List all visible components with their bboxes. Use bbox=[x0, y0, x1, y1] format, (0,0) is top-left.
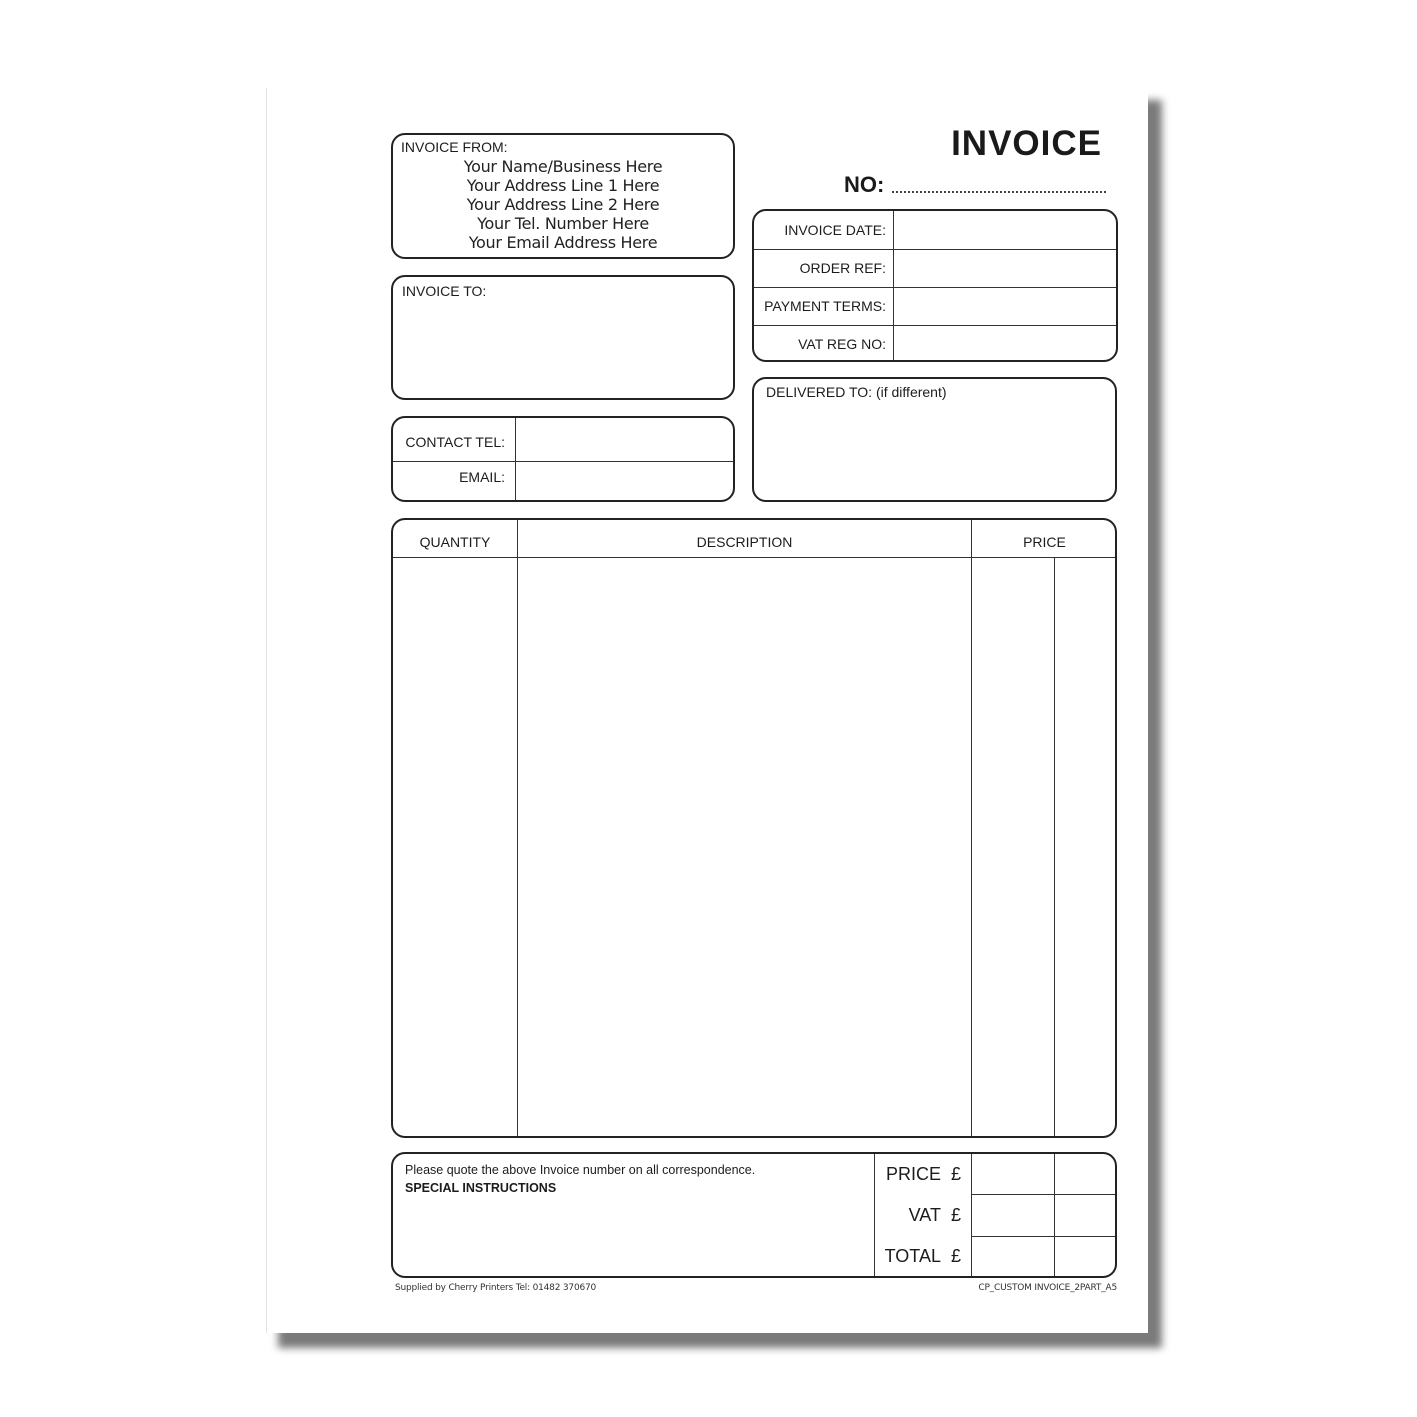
description-divider bbox=[971, 520, 972, 1136]
address-line-1: Your Address Line 1 Here bbox=[466, 176, 660, 195]
price-total-text: PRICE bbox=[885, 1164, 941, 1184]
price-pence-field[interactable] bbox=[1056, 1154, 1115, 1194]
vat-pence-field[interactable] bbox=[1056, 1196, 1115, 1236]
notes-totals-box bbox=[391, 1152, 1117, 1278]
totals-labels bbox=[875, 1154, 961, 1276]
quote-notice: Please quote the above Invoice number on all correspondence. bbox=[405, 1163, 756, 1177]
form-code: CP_CUSTOM INVOICE_2PART_A5 bbox=[978, 1283, 1117, 1293]
vat-pounds-field[interactable] bbox=[973, 1196, 1054, 1236]
address-line-2: Your Address Line 2 Here bbox=[466, 195, 660, 214]
header-divider bbox=[393, 557, 1115, 558]
quantity-column-area[interactable] bbox=[393, 559, 517, 1136]
order-ref-label: ORDER REF: bbox=[799, 260, 886, 276]
invoice-to-label: INVOICE TO: bbox=[402, 283, 487, 299]
total-pounds-field[interactable] bbox=[973, 1238, 1054, 1276]
contact-divider bbox=[515, 418, 516, 500]
vat-reg-no-label: VAT REG NO: bbox=[798, 336, 886, 352]
contact-tel-field[interactable] bbox=[517, 418, 733, 461]
invoice-details-box bbox=[752, 209, 1118, 362]
column-header-description: DESCRIPTION bbox=[696, 534, 793, 550]
contact-row-divider bbox=[393, 461, 733, 462]
totals-pounds-divider bbox=[971, 1154, 972, 1276]
delivered-to-label: DELIVERED TO: (if different) bbox=[766, 384, 947, 400]
totals-pence-divider bbox=[1054, 1154, 1055, 1276]
email-address: Your Email Address Here bbox=[468, 233, 658, 252]
tel-number: Your Tel. Number Here bbox=[477, 214, 649, 233]
business-name: Your Name/Business Here bbox=[463, 157, 663, 176]
email-label: EMAIL: bbox=[459, 469, 505, 485]
totals-row-divider bbox=[971, 1236, 1115, 1237]
price-pounds-field[interactable] bbox=[973, 1154, 1054, 1194]
column-header-price: PRICE bbox=[1023, 534, 1066, 550]
price-pounds-column-area[interactable] bbox=[973, 559, 1054, 1136]
payment-terms-field[interactable] bbox=[895, 288, 1116, 325]
email-field[interactable] bbox=[517, 463, 733, 500]
delivered-to-box[interactable] bbox=[752, 377, 1117, 502]
pound-sign-icon: £ bbox=[950, 1246, 961, 1266]
order-ref-field[interactable] bbox=[895, 250, 1116, 287]
invoice-from-box bbox=[391, 133, 735, 259]
invoice-to-box[interactable] bbox=[391, 275, 735, 400]
quantity-divider bbox=[517, 520, 518, 1136]
supplier-credit: Supplied by Cherry Printers Tel: 01482 370670 bbox=[395, 1283, 597, 1293]
invoice-date-label: INVOICE DATE: bbox=[784, 222, 886, 238]
payment-terms-label: PAYMENT TERMS: bbox=[764, 298, 886, 314]
vat-total-text: VAT bbox=[908, 1205, 941, 1225]
invoice-number-field[interactable] bbox=[892, 191, 1106, 193]
special-instructions-label: SPECIAL INSTRUCTIONS bbox=[405, 1181, 557, 1195]
vat-total-label bbox=[909, 1205, 961, 1226]
pound-sign-icon: £ bbox=[950, 1205, 961, 1225]
invoice-from-address bbox=[393, 157, 733, 252]
pence-divider bbox=[1054, 558, 1055, 1136]
items-table bbox=[391, 518, 1117, 1138]
description-column-area[interactable] bbox=[519, 559, 971, 1136]
total-pence-field[interactable] bbox=[1056, 1238, 1115, 1276]
column-header-quantity: QUANTITY bbox=[419, 534, 491, 550]
vat-reg-no-field[interactable] bbox=[895, 326, 1116, 360]
contact-box bbox=[391, 416, 735, 502]
details-divider bbox=[893, 211, 894, 360]
contact-tel-label: CONTACT TEL: bbox=[405, 434, 505, 450]
special-instructions-field[interactable] bbox=[403, 1200, 869, 1270]
grand-total-label bbox=[885, 1246, 961, 1267]
invoice-title: INVOICE bbox=[951, 124, 1102, 163]
grand-total-text: TOTAL bbox=[884, 1246, 941, 1266]
totals-row-divider bbox=[971, 1194, 1115, 1195]
invoice-date-field[interactable] bbox=[895, 211, 1116, 249]
invoice-number-label: NO: bbox=[844, 172, 885, 197]
price-total-label bbox=[886, 1164, 961, 1185]
price-pence-column-area[interactable] bbox=[1056, 559, 1115, 1136]
pound-sign-icon: £ bbox=[950, 1164, 961, 1184]
invoice-from-label: INVOICE FROM: bbox=[401, 139, 508, 155]
